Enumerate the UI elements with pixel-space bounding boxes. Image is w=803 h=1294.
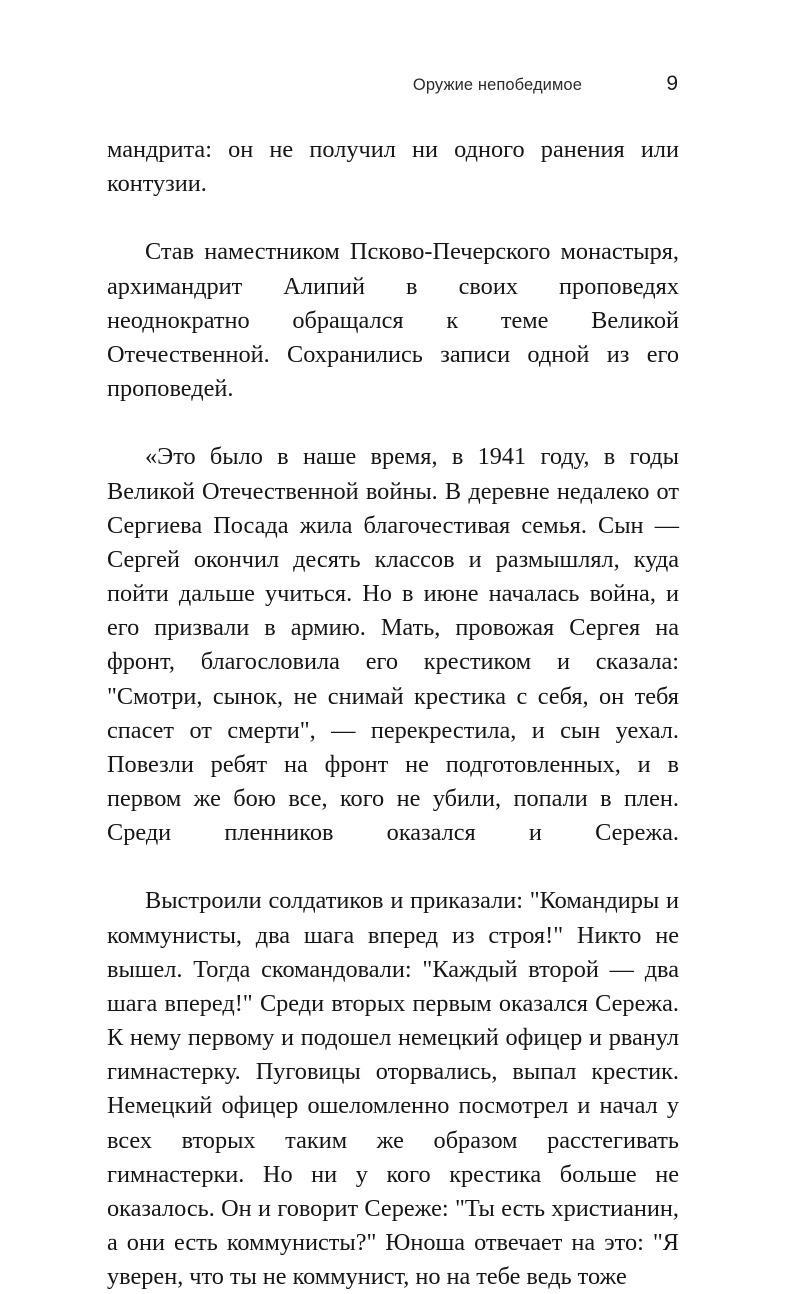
paragraph: Став наместником Псково-Печерского монастыря, архимандрит Алипий в своих проповедях неоднократно обращался к теме Великой Отечественной. Сохранились записи одной из его проповедей. xyxy=(107,238,679,403)
running-header xyxy=(107,72,678,98)
body-text-block xyxy=(107,133,679,1294)
page-number: 9 xyxy=(666,72,678,95)
paragraph: «Это было в наше время, в 1941 году, в годы Великой Отечественной войны. В деревне недалеко от Сергиева Посада жила благочестивая семья. Сын — Сергей окончил десять классов и размышлял, куда пойти дальше учиться. Но в июне началась война, и его призвали в армию. Мать, провожая Сергея на фронт, благословила его крестиком и сказала: "Смотри, сынок, не снимай крестика с себя, он тебя спасет от смерти", — перекрестила, и сын уехал. Повезли ребят на фронт не подготовленных, и в первом же бою все, кого не убили, попали в плен. Среди пленников оказался и Сережа. xyxy=(107,443,679,847)
paragraph: Выстроили солдатиков и приказали: "Командиры и коммунисты, два шага вперед из строя!" Никто не вышел. Тогда скомандовали: "Каждый второй — два шага вперед!" Среди вторых первым оказался Сережа. К нему первому и подошел немецкий офицер и рванул гимнастерку. Пуговицы оторвались, выпал крестик. Немецкий офицер ошеломленно посмотрел и начал у всех вторых таким же образом расстегивать гимнастерки. Но ни у кого крестика больше не оказалось. Он и говорит Сереже: "Ты есть христианин, а они есть коммунисты?" Юноша отвечает на это: "Я уверен, что ты не коммунист, но на тебе ведь тоже xyxy=(107,887,679,1291)
running-header-title: Оружие непобедимое xyxy=(412,76,582,94)
paragraph-continuation: мандрита: он не получил ни одного ранения или контузии. xyxy=(107,136,679,198)
